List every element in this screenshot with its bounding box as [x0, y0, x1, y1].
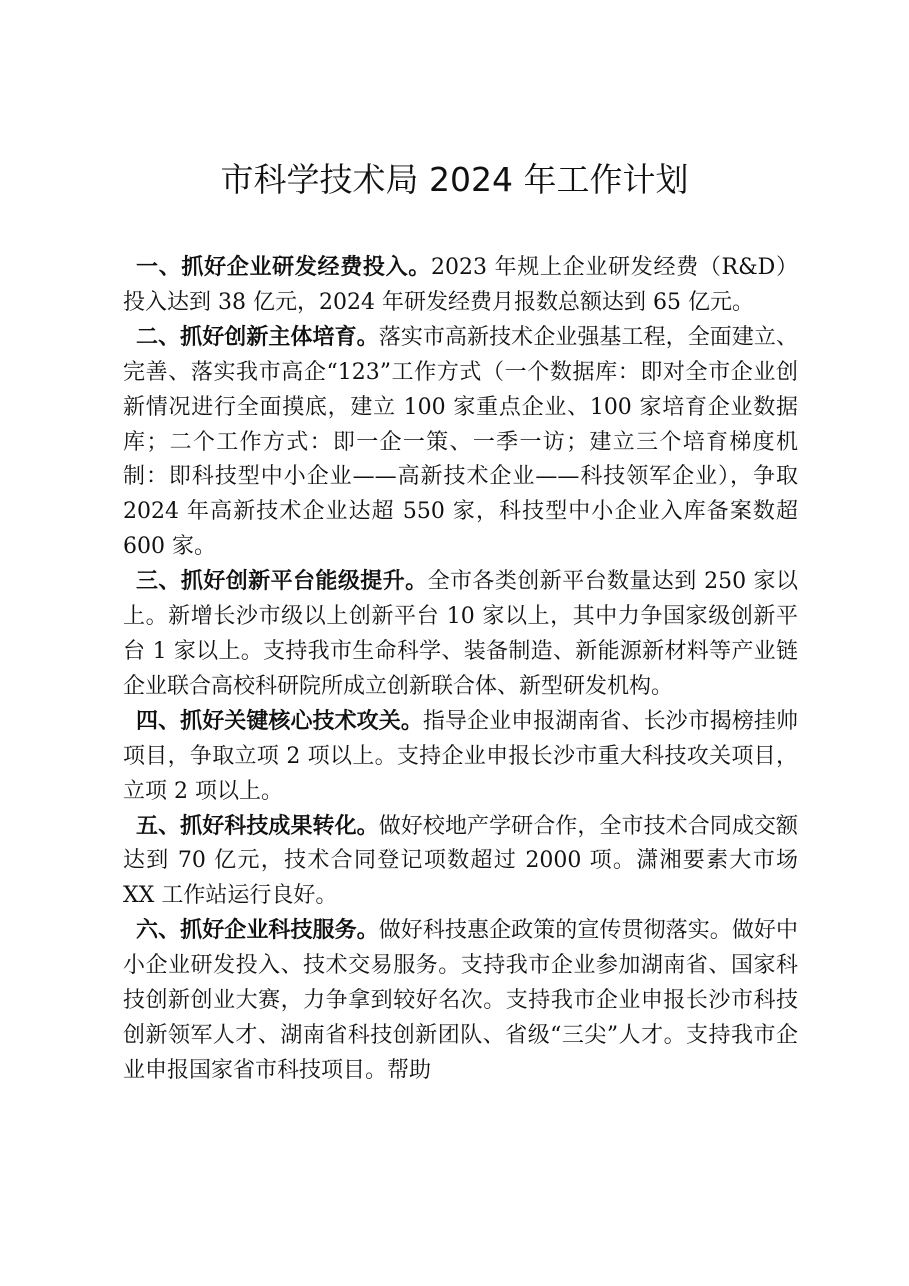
section-text-5: 做好校地产学研合作，全市技术合同成交额达到 70 亿元，技术合同登记项数超过 2000 项。潇湘要素大市场 XX 工作站运行良好。	[123, 813, 798, 909]
section-heading-6: 六、抓好企业科技服务。	[136, 918, 379, 944]
section-text-1: 2023 年规上企业研发经费（R&D）投入达到 38 亿元，2024 年研发经费月报数总额达到 65 亿元。	[123, 255, 798, 315]
section-paragraph-4	[123, 705, 798, 810]
section-heading-5: 五、抓好科技成果转化。	[136, 813, 379, 839]
section-paragraph-2	[123, 321, 798, 565]
document-title: 市科学技术局 2024 年工作计划	[220, 160, 689, 199]
section-heading-3: 三、抓好创新平台能级提升。	[136, 569, 428, 595]
section-text-3: 全市各类创新平台数量达到 250 家以上。新增长沙市级以上创新平台 10 家以上，其中力争国家级创新平台 1 家以上。支持我市生命科学、装备制造、新能源新材料等产业链企业联合高校科研院所成立创新联合体、新型研发机构。	[123, 569, 798, 699]
section-paragraph-1	[123, 251, 798, 321]
section-heading-2: 二、抓好创新主体培育。	[136, 324, 379, 350]
document-body	[123, 251, 798, 1089]
section-heading-4: 四、抓好关键核心技术攻关。	[136, 708, 423, 734]
section-text-2: 落实市高新技术企业强基工程，全面建立、完善、落实我市高企“123”工作方式（一个数据库：即对全市企业创新情况进行全面摸底，建立 100 家重点企业、100 家培育企业数据库；二个工作方式：即一企一策、一季一访；建立三个培育梯度机制：即科技型中小企业——高新技术企业——科技领军企业），争取 2024 年高新技术企业达超 550 家，科技型中小企业入库备案数超 600 家。	[123, 324, 798, 560]
section-paragraph-6	[123, 914, 798, 1089]
section-paragraph-3	[123, 565, 798, 705]
section-text-6: 做好科技惠企政策的宣传贯彻落实。做好中小企业研发投入、技术交易服务。支持我市企业参加湖南省、国家科技创新创业大赛，力争拿到较好名次。支持我市企业申报长沙市科技创新领军人才、湖南省科技创新团队、省级“三尖”人才。支持我市企业申报国家省市科技项目。帮助	[123, 918, 798, 1083]
section-heading-1: 一、抓好企业研发经费投入。	[136, 255, 431, 280]
section-paragraph-5	[123, 810, 798, 915]
section-text-4: 指导企业申报湖南省、长沙市揭榜挂帅项目，争取立项 2 项以上。支持企业申报长沙市重大科技攻关项目，立项 2 项以上。	[123, 708, 798, 804]
